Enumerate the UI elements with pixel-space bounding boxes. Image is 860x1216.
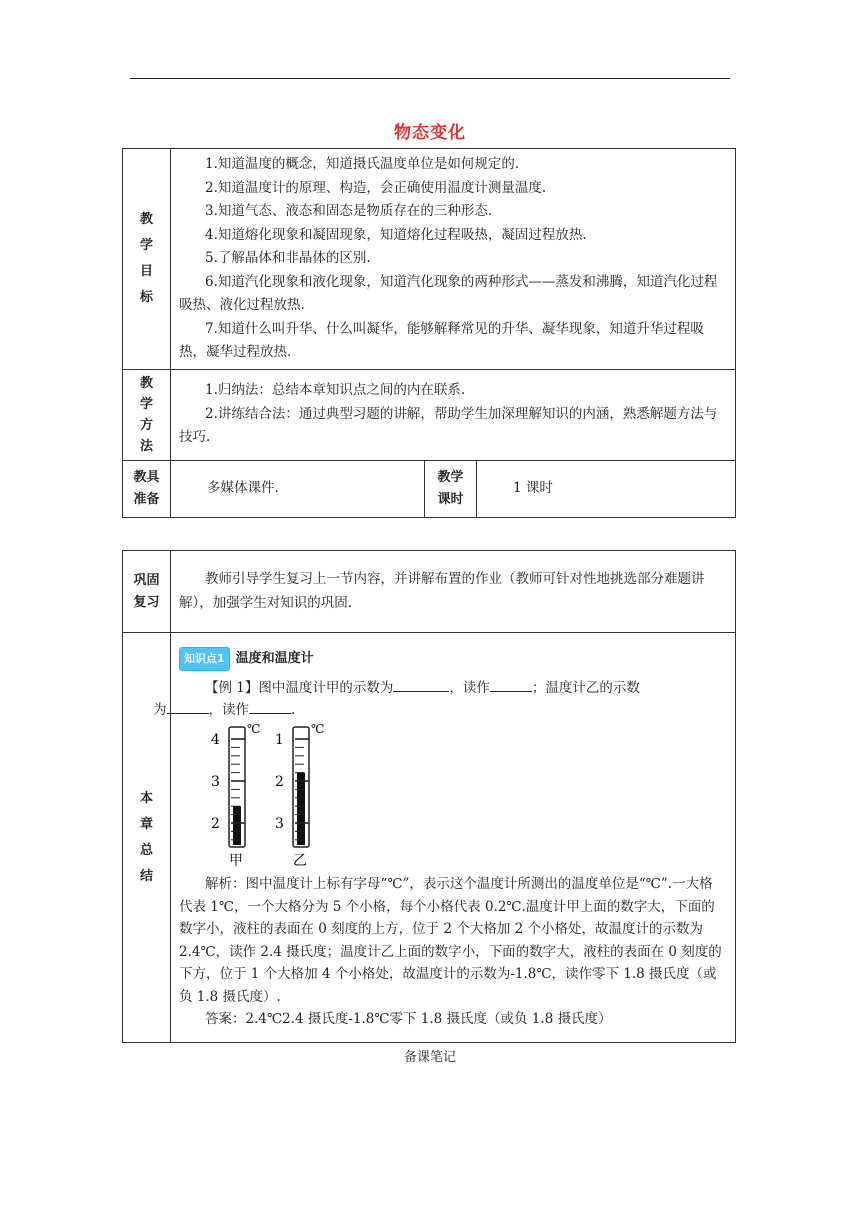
answer-blank bbox=[393, 677, 449, 692]
methods-label: 教 学 方 法 bbox=[123, 369, 171, 460]
summary-table bbox=[122, 550, 736, 1043]
goal-item: 3.知道气态、液态和固态是物质存在的三种形态. bbox=[205, 203, 493, 219]
tools-content: 多媒体课件. bbox=[171, 460, 425, 517]
example-question: 【例 1】图中温度计甲的示数为 ，读作 ；温度计乙的示数 为 ，读作 . bbox=[179, 677, 725, 721]
goals-label: 教 学 目 标 bbox=[123, 149, 171, 370]
goal-item: 2.知道温度计的原理、构造，会正确使用温度计测量温度. bbox=[205, 179, 547, 196]
answer-blank bbox=[249, 699, 291, 714]
tick-label: 1 bbox=[275, 732, 284, 748]
hours-content: 1 课时 bbox=[477, 460, 736, 517]
thermo-unit-b: ℃ bbox=[311, 722, 325, 736]
summary-label: 本 章 总 结 bbox=[123, 633, 171, 1043]
thermo-name-b: 乙 bbox=[293, 853, 307, 869]
tick-label: 4 bbox=[211, 732, 220, 748]
goal-item: 4.知道熔化现象和凝固现象，知道熔化过程吸热，凝固过程放热. bbox=[205, 226, 587, 243]
tools-label: 教具 准备 bbox=[123, 460, 171, 517]
tick-label: 2 bbox=[211, 816, 220, 832]
goal-item: 1.知道温度的概念，知道摄氏温度单位是如何规定的. bbox=[205, 156, 520, 172]
methods-content bbox=[171, 369, 736, 460]
tick-label: 3 bbox=[211, 774, 220, 790]
goal-item: 6.知道汽化现象和液化现象，知道汽化现象的两种形式——蒸发和沸腾，知道汽化过程吸热、液化过程放热. bbox=[179, 273, 718, 313]
answer-blank bbox=[490, 677, 532, 692]
thermometer-jia bbox=[211, 722, 260, 869]
liquid-column-b bbox=[297, 773, 305, 845]
review-content: 教师引导学生复习上一节内容，并讲解布置的作业（教师可针对性地挑选部分难题讲解），加强学生对知识的巩固. bbox=[171, 551, 736, 633]
footer-note: 备课笔记 bbox=[403, 1050, 456, 1065]
method-item: 1.归纳法：总结本章知识点之间的内在联系. bbox=[205, 382, 466, 399]
goal-item: 7.知道什么叫升华、什么叫凝华，能够解释常见的升华、凝华现象，知道升华过程吸热，凝华过程放热. bbox=[179, 320, 704, 360]
answer-blank bbox=[167, 699, 209, 714]
review-label: 巩固 复习 bbox=[123, 551, 171, 633]
knowledge-point-badge: 知识点1 bbox=[179, 647, 230, 671]
tick-label: 2 bbox=[275, 774, 284, 790]
thermo-unit-a: ℃ bbox=[247, 722, 261, 736]
thermometer-yi bbox=[275, 722, 324, 869]
header-rule bbox=[130, 78, 730, 79]
tick-label: 3 bbox=[275, 816, 284, 832]
summary-content bbox=[153, 633, 736, 1043]
answer-text: 答案：2.4℃2.4 摄氏度-1.8℃零下 1.8 摄氏度（或负 1.8 摄氏度） bbox=[205, 1011, 612, 1027]
thermometer-figure bbox=[203, 721, 343, 871]
analysis-text: 解析：图中温度计上标有字母“℃”，表示这个温度计所测出的温度单位是“℃”.一大格代表 1℃，一个大格分为 5 个小格，每个小格代表 0.2℃.温度计甲上面的数字大，下面的数字小，液柱的表面在 0 刻度的上方，位于 2 个大格加 2 个小格处，故温度计的示数为 2.4℃，读作 2.4 摄氏度；温度计乙上面的数字小，下面的数字大，液柱的表面在 0 刻度的下方，位于 1 个大格加 4 个小格处，故温度计的示数为-1.8℃，读作零下 1.8 摄氏度（或负 1.8 摄氏度）. bbox=[179, 876, 722, 1005]
liquid-column-a bbox=[233, 806, 241, 845]
goal-item: 5.了解晶体和非晶体的区别. bbox=[205, 250, 371, 266]
method-item: 2.讲练结合法：通过典型习题的讲解，帮助学生加深理解知识的内涵，熟悉解题方法与技巧. bbox=[179, 405, 718, 446]
hours-label: 教学 课时 bbox=[425, 460, 477, 517]
thermo-name-a: 甲 bbox=[229, 853, 243, 869]
lesson-plan-table bbox=[122, 148, 736, 518]
knowledge-point-title: 温度和温度计 bbox=[235, 651, 314, 666]
page-title: 物态变化 bbox=[394, 123, 466, 143]
goals-content bbox=[171, 149, 736, 370]
